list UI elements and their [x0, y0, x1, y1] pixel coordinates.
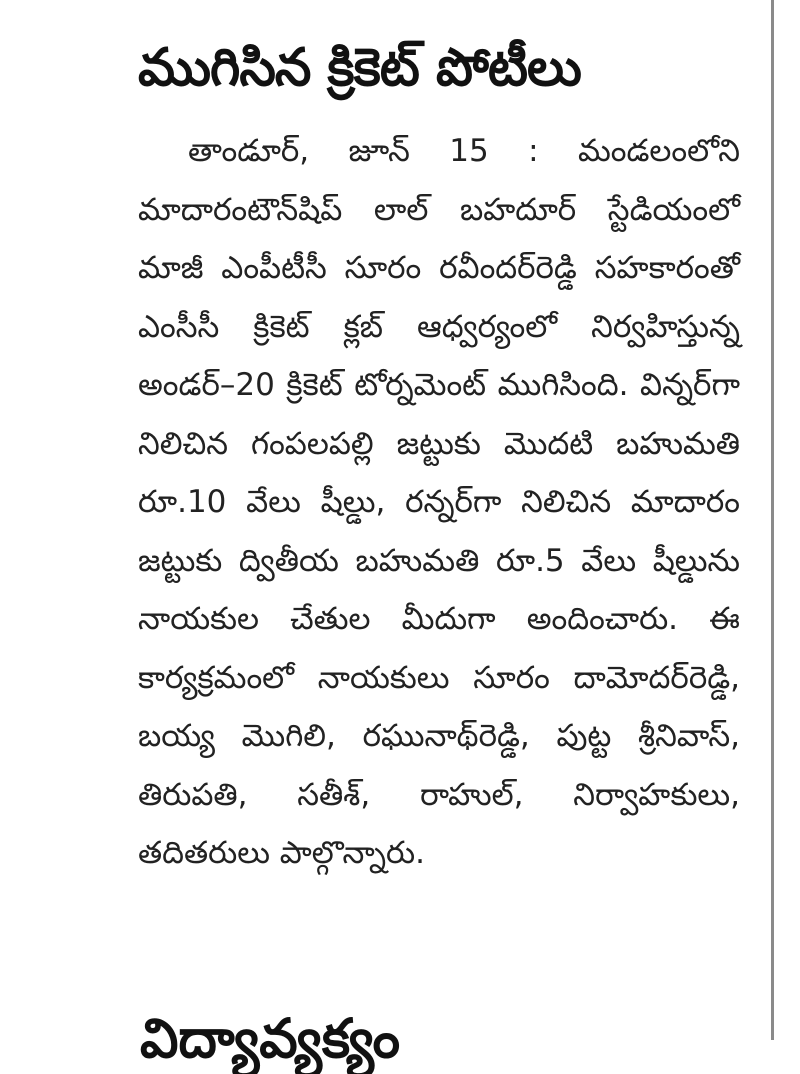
next-article-headline: విద్యావ్యక్యం: [140, 1007, 401, 1070]
article-headline: ముగిసిన క్రికెట్ పోటీలు: [138, 38, 581, 98]
article-body: తాండూర్, జూన్ 15 : మండలంలోని మాదారంటౌన్‌షిప్ లాల్ బహదూర్ స్టేడియంలో మాజీ ఎంపీటీసీ సూరం రవీందర్‌రెడ్డి సహకారంతో ఎంసీసీ క్రికెట్ క్లబ్ ఆధ్వర్యంలో నిర్వహిస్తున్న అండర్–20 క్రికెట్ టోర్నమెంట్ ముగిసింది. విన్నర్‌గా నిలిచిన గంపలపల్లి జట్టుకు మొదటి బహుమతి రూ.10 వేలు షీల్డు, రన్నర్‌గా నిలిచిన మాదారం జట్టుకు ద్వితీయ బహుమతి రూ.5 వేలు షీల్డును నాయకుల చేతుల మీదుగా అందించారు. ఈ కార్యక్రమంలో నాయకులు సూరం దామోదర్‌రెడ్డి, బయ్య మొగిలి, రఘునాథ్‌రెడ్డి, పుట్ట శ్రీనివాస్, తిరుపతి, సతీశ్, రాహుల్, నిర్వాహకులు, తదితరులు పాల్గొన్నారు.: [138, 133, 740, 871]
column-divider: [771, 0, 774, 1040]
news-article: [128, 30, 746, 883]
